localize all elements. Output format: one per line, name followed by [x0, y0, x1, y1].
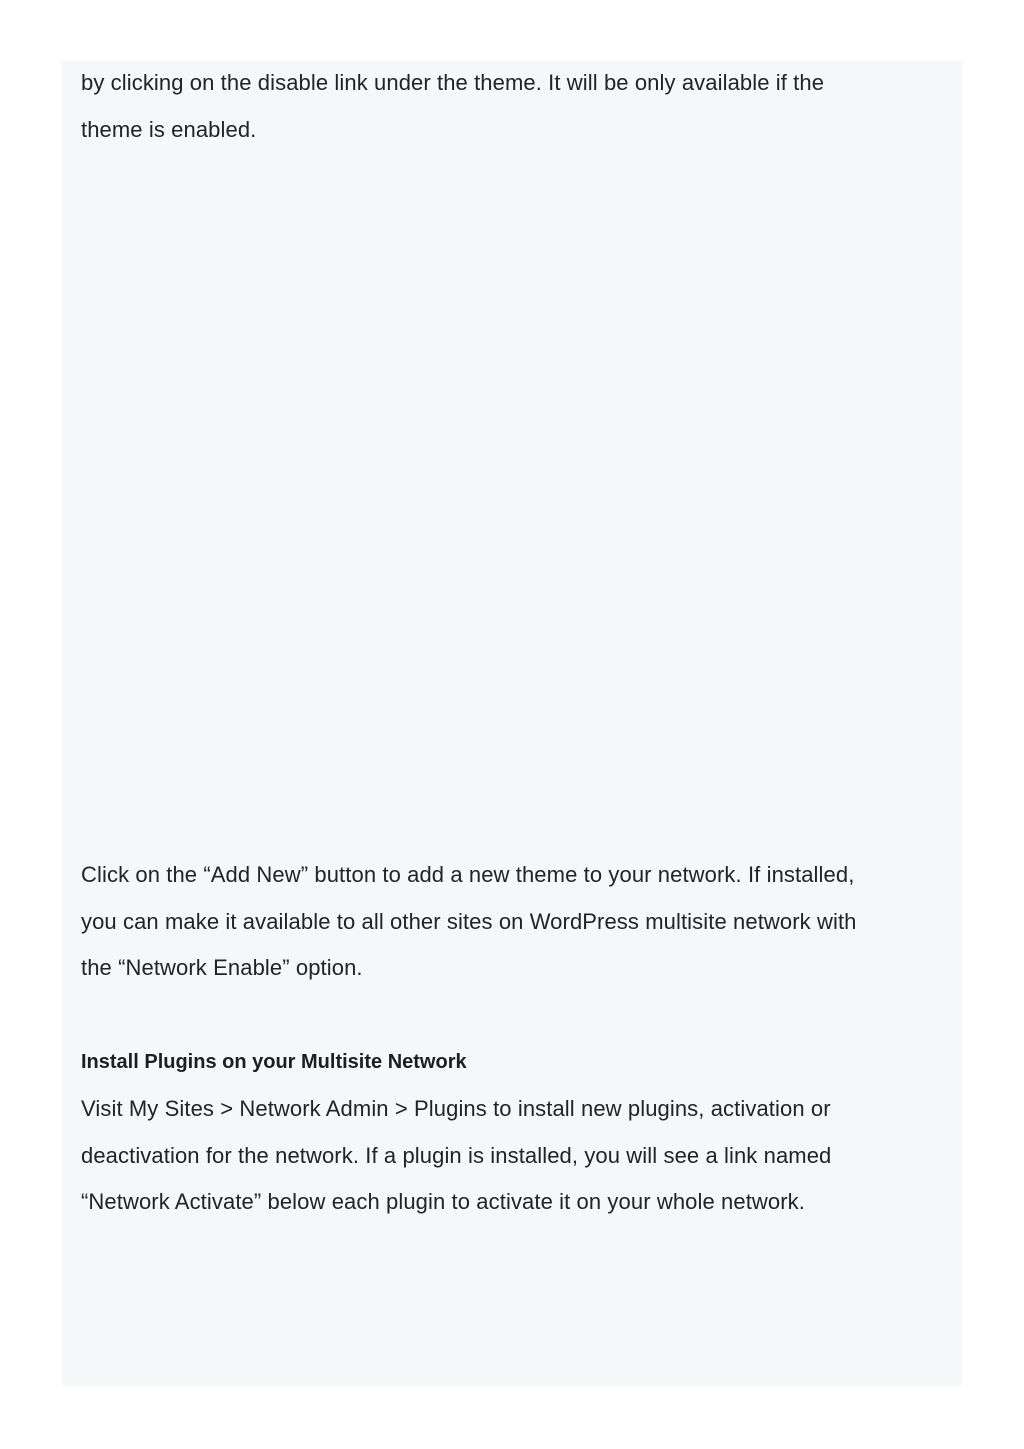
- intro-paragraph: [81, 60, 951, 153]
- paragraph-line: “Network Activate” below each plugin to activate it on your whole network.: [81, 1189, 805, 1214]
- blank-image-area: [81, 1240, 943, 1380]
- plugins-paragraph: [81, 1086, 951, 1226]
- paragraph-line: by clicking on the disable link under the theme. It will be only available if the: [81, 70, 825, 95]
- paragraph-line: Click on the “Add New” button to add a new theme to your network. If installed,: [81, 862, 855, 887]
- blank-image-area: [81, 170, 943, 830]
- paragraph-line: theme is enabled.: [81, 116, 257, 142]
- paragraph-line: Visit My Sites > Network Admin > Plugins to install new plugins, activation or: [81, 1096, 831, 1121]
- themes-paragraph: [81, 852, 951, 992]
- paragraph-line: deactivation for the network. If a plugin is installed, you will see a link named: [81, 1142, 832, 1168]
- paragraph-line: you can make it available to all other sites on WordPress multisite network with: [81, 908, 857, 934]
- paragraph-line: the “Network Enable” option.: [81, 955, 363, 980]
- section-heading: Install Plugins on your Multisite Network: [81, 1051, 467, 1073]
